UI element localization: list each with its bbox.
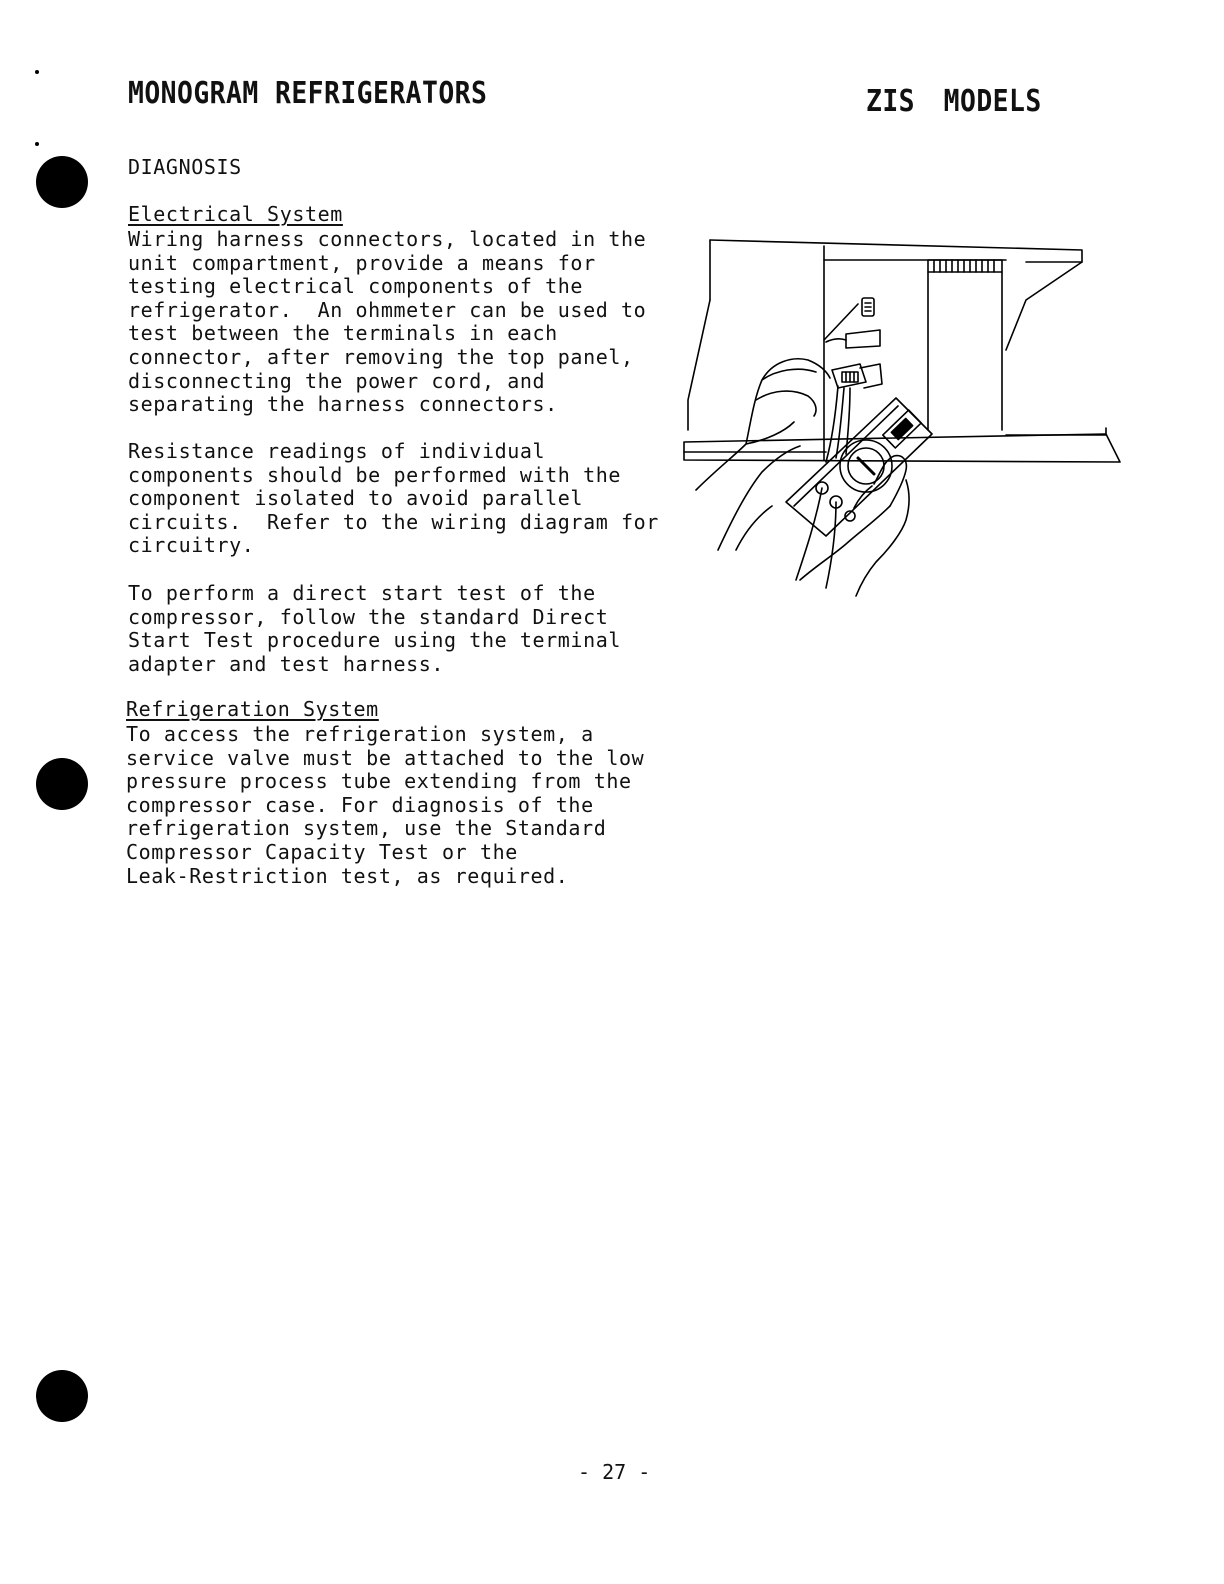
binder-hole-middle [36, 758, 88, 810]
electrical-paragraph-2: Resistance readings of individual components should be performed with the component isolated to avoid parallel circuits. Refer to the wiring diagram for circuitry. [128, 439, 659, 558]
refrigeration-heading: Refrigeration System [126, 697, 379, 721]
ohmmeter-test-illustration [676, 230, 1126, 600]
electrical-paragraph-1: Wiring harness connectors, located in the unit compartment, provide a means for testing electrical components of the refrigerator. An ohmmeter can be used to test between the terminals in each connector, after removing the top panel, disconnecting the power cord, and separating the harness connectors. [128, 227, 647, 417]
binder-hole-top [36, 156, 88, 208]
models-label: ZIS MODELS [866, 84, 1042, 119]
scan-speck [35, 70, 39, 74]
refrigeration-paragraph: To access the refrigeration system, a service valve must be attached to the low pressure process tube extending from the compressor case. For diagnosis of the refrigeration system, use the Standard Compressor Capacity Test or the Leak-Restriction test, as required. [126, 722, 645, 888]
page-number: - 27 - [578, 1460, 651, 1484]
section-title: DIAGNOSIS [128, 155, 242, 179]
scan-speck [35, 142, 39, 146]
electrical-paragraph-3: To perform a direct start test of the compressor, follow the standard Direct Start Test procedure using the terminal adapter and test harness. [128, 581, 621, 676]
binder-hole-bottom [36, 1370, 88, 1422]
document-title: MONOGRAM REFRIGERATORS [128, 76, 488, 111]
electrical-heading: Electrical System [128, 202, 343, 226]
